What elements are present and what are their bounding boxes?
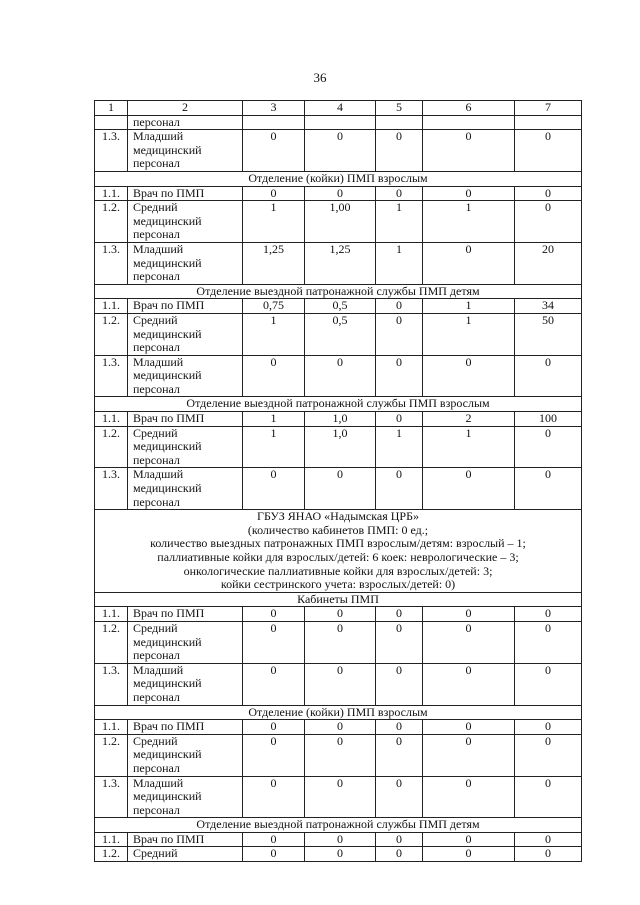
position-cell: Младший медицинский персонал: [128, 663, 243, 705]
page-number: 36: [313, 70, 327, 85]
value-cell-3: 0: [243, 847, 305, 862]
table-row: [95, 242, 582, 284]
value-cell-7: 100: [515, 412, 582, 427]
column-number: 3: [243, 101, 305, 116]
table-body: [95, 115, 582, 861]
value-cell-4: 1,0: [305, 412, 376, 427]
value-cell-4: 0: [305, 663, 376, 705]
value-cell-4: 0: [305, 734, 376, 776]
value-cell-5: 0: [376, 776, 423, 818]
position-cell: Средний медицинский персонал: [128, 621, 243, 663]
row-number-cell: 1.1.: [95, 607, 128, 622]
position-cell: Средний: [128, 847, 243, 862]
value-cell-5: 0: [376, 355, 423, 397]
value-cell-6: 0: [423, 607, 515, 622]
value-cell-5: 0: [376, 299, 423, 314]
table-row: [95, 426, 582, 468]
value-cell-6: 0: [423, 776, 515, 818]
value-cell-4: 0: [305, 847, 376, 862]
value-cell-3: 1: [243, 412, 305, 427]
value-cell-4: 0: [305, 186, 376, 201]
position-cell: Врач по ПМП: [128, 607, 243, 622]
value-cell-7: 0: [515, 621, 582, 663]
table-row: [95, 847, 582, 862]
value-cell-7: 0: [515, 663, 582, 705]
value-cell-7: 0: [515, 776, 582, 818]
value-cell-3: 0: [243, 720, 305, 735]
section-heading-row: [95, 705, 582, 720]
value-cell-5: 1: [376, 426, 423, 468]
value-cell-7: 0: [515, 355, 582, 397]
table-row: [95, 776, 582, 818]
row-number-cell: 1.3.: [95, 776, 128, 818]
value-cell-3: 0: [243, 607, 305, 622]
value-cell-7: 0: [515, 186, 582, 201]
value-cell-4: 0,5: [305, 299, 376, 314]
organization-heading-line: койки сестринского учета: взрослых/детей: 0): [220, 577, 456, 592]
table-row: [95, 355, 582, 397]
value-cell-4: 0: [305, 355, 376, 397]
table-row: [95, 412, 582, 427]
value-cell-3: [243, 115, 305, 130]
value-cell-7: 0: [515, 201, 582, 243]
position-cell: Младший медицинский персонал: [128, 776, 243, 818]
position-cell: Врач по ПМП: [128, 412, 243, 427]
value-cell-6: 0: [423, 734, 515, 776]
table-row: [95, 299, 582, 314]
column-number: 7: [515, 101, 582, 116]
organization-heading-line: паллиативные койки для взрослых/детей: 6 коек: неврологические – 3;: [157, 550, 519, 564]
row-number-cell: [95, 115, 128, 130]
row-number-cell: 1.2.: [95, 621, 128, 663]
value-cell-6: 0: [423, 847, 515, 862]
value-cell-5: 0: [376, 412, 423, 427]
value-cell-3: 1: [243, 201, 305, 243]
value-cell-7: 0: [515, 832, 582, 847]
position-cell: Младший медицинский персонал: [128, 130, 243, 172]
row-number-cell: 1.3.: [95, 663, 128, 705]
value-cell-4: 1,25: [305, 242, 376, 284]
value-cell-6: 0: [423, 720, 515, 735]
table-row: [95, 313, 582, 355]
value-cell-6: 1: [423, 299, 515, 314]
value-cell-6: 2: [423, 412, 515, 427]
value-cell-3: 0: [243, 355, 305, 397]
section-heading: Отделение выездной патронажной службы ПМП детям: [95, 818, 582, 833]
organization-heading-line: количество выездных патронажных ПМП взрослым/детям: взрослый – 1;: [150, 536, 526, 551]
row-number-cell: 1.1.: [95, 720, 128, 735]
value-cell-7: 0: [515, 734, 582, 776]
value-cell-5: 1: [376, 242, 423, 284]
value-cell-3: 0: [243, 130, 305, 172]
value-cell-5: 0: [376, 847, 423, 862]
section-heading-row: [95, 397, 582, 412]
position-cell: персонал: [128, 115, 243, 130]
position-cell: Врач по ПМП: [128, 186, 243, 201]
value-cell-3: 0: [243, 734, 305, 776]
row-number-cell: 1.2.: [95, 201, 128, 243]
value-cell-6: 0: [423, 663, 515, 705]
organization-heading-line: ГБУЗ ЯНАО «Надымская ЦРБ»: [257, 509, 419, 524]
value-cell-7: 50: [515, 313, 582, 355]
row-number-cell: 1.2.: [95, 426, 128, 468]
section-heading: Отделение (койки) ПМП взрослым: [95, 705, 582, 720]
position-cell: Средний медицинский персонал: [128, 426, 243, 468]
organization-heading-line: онкологические паллиативные койки для взрослых/детей: 3;: [183, 563, 493, 578]
value-cell-5: 0: [376, 720, 423, 735]
table-row: [95, 468, 582, 510]
value-cell-5: 0: [376, 621, 423, 663]
value-cell-7: 0: [515, 847, 582, 862]
value-cell-3: 1,25: [243, 242, 305, 284]
organization-heading: [95, 510, 582, 593]
value-cell-6: 0: [423, 832, 515, 847]
position-cell: Средний медицинский персонал: [128, 201, 243, 243]
value-cell-5: 1: [376, 201, 423, 243]
value-cell-3: 0: [243, 663, 305, 705]
value-cell-4: 1,00: [305, 201, 376, 243]
value-cell-5: 0: [376, 130, 423, 172]
value-cell-4: 0: [305, 130, 376, 172]
value-cell-3: 0: [243, 832, 305, 847]
table-row: [95, 130, 582, 172]
row-number-cell: 1.2.: [95, 847, 128, 862]
value-cell-5: 0: [376, 468, 423, 510]
value-cell-6: 0: [423, 130, 515, 172]
position-cell: Врач по ПМП: [128, 832, 243, 847]
position-cell: Средний медицинский персонал: [128, 734, 243, 776]
position-cell: Средний медицинский персонал: [128, 313, 243, 355]
table-row: [95, 663, 582, 705]
row-number-cell: 1.1.: [95, 299, 128, 314]
row-number-cell: 1.3.: [95, 468, 128, 510]
table-row: [95, 186, 582, 201]
column-number: 5: [376, 101, 423, 116]
row-number-cell: 1.3.: [95, 130, 128, 172]
section-heading: Отделение выездной патронажной службы ПМП детям: [95, 284, 582, 299]
organization-heading-line: (количество кабинетов ПМП: 0 ед.;: [247, 522, 429, 537]
staffing-table: [94, 100, 582, 862]
section-heading-row: [95, 171, 582, 186]
value-cell-5: 0: [376, 186, 423, 201]
row-number-cell: 1.1.: [95, 412, 128, 427]
value-cell-5: 0: [376, 734, 423, 776]
value-cell-6: 0: [423, 242, 515, 284]
position-cell: Младший медицинский персонал: [128, 355, 243, 397]
section-heading-row: [95, 818, 582, 833]
table-row: [95, 734, 582, 776]
section-heading: Кабинеты ПМП: [95, 592, 582, 607]
value-cell-7: 0: [515, 426, 582, 468]
value-cell-4: 0: [305, 607, 376, 622]
row-number-cell: 1.3.: [95, 242, 128, 284]
value-cell-5: 0: [376, 607, 423, 622]
column-number: 2: [128, 101, 243, 116]
value-cell-7: [515, 115, 582, 130]
value-cell-4: 0: [305, 776, 376, 818]
table-row: [95, 621, 582, 663]
organization-heading-row: [95, 510, 582, 593]
column-number-row: [95, 101, 582, 116]
column-number: 1: [95, 101, 128, 116]
section-heading-row: [95, 284, 582, 299]
value-cell-7: 0: [515, 607, 582, 622]
value-cell-5: 0: [376, 832, 423, 847]
value-cell-6: 0: [423, 186, 515, 201]
value-cell-7: 34: [515, 299, 582, 314]
value-cell-6: 0: [423, 468, 515, 510]
value-cell-3: 1: [243, 313, 305, 355]
value-cell-4: 0: [305, 621, 376, 663]
value-cell-4: 1,0: [305, 426, 376, 468]
position-cell: Врач по ПМП: [128, 299, 243, 314]
table-row: [95, 115, 582, 130]
section-heading: Отделение (койки) ПМП взрослым: [95, 171, 582, 186]
value-cell-5: 0: [376, 663, 423, 705]
value-cell-3: 0,75: [243, 299, 305, 314]
position-cell: Врач по ПМП: [128, 720, 243, 735]
value-cell-3: 1: [243, 426, 305, 468]
value-cell-3: 0: [243, 186, 305, 201]
row-number-cell: 1.2.: [95, 734, 128, 776]
value-cell-4: 0: [305, 832, 376, 847]
value-cell-4: 0: [305, 468, 376, 510]
table-row: [95, 201, 582, 243]
row-number-cell: 1.2.: [95, 313, 128, 355]
row-number-cell: 1.1.: [95, 832, 128, 847]
value-cell-3: 0: [243, 621, 305, 663]
value-cell-3: 0: [243, 468, 305, 510]
value-cell-4: [305, 115, 376, 130]
table-row: [95, 607, 582, 622]
section-heading: Отделение выездной патронажной службы ПМП взрослым: [95, 397, 582, 412]
value-cell-6: 1: [423, 201, 515, 243]
row-number-cell: 1.1.: [95, 186, 128, 201]
value-cell-6: 0: [423, 355, 515, 397]
position-cell: Младший медицинский персонал: [128, 468, 243, 510]
position-cell: Младший медицинский персонал: [128, 242, 243, 284]
value-cell-6: 0: [423, 621, 515, 663]
value-cell-5: 0: [376, 313, 423, 355]
value-cell-7: 0: [515, 720, 582, 735]
column-number: 4: [305, 101, 376, 116]
value-cell-6: 1: [423, 426, 515, 468]
value-cell-7: 0: [515, 468, 582, 510]
table-row: [95, 832, 582, 847]
value-cell-3: 0: [243, 776, 305, 818]
section-heading-row: [95, 592, 582, 607]
value-cell-6: 1: [423, 313, 515, 355]
value-cell-6: [423, 115, 515, 130]
value-cell-5: [376, 115, 423, 130]
value-cell-4: 0: [305, 720, 376, 735]
table-row: [95, 720, 582, 735]
value-cell-7: 0: [515, 130, 582, 172]
value-cell-4: 0,5: [305, 313, 376, 355]
value-cell-7: 20: [515, 242, 582, 284]
row-number-cell: 1.3.: [95, 355, 128, 397]
column-number: 6: [423, 101, 515, 116]
